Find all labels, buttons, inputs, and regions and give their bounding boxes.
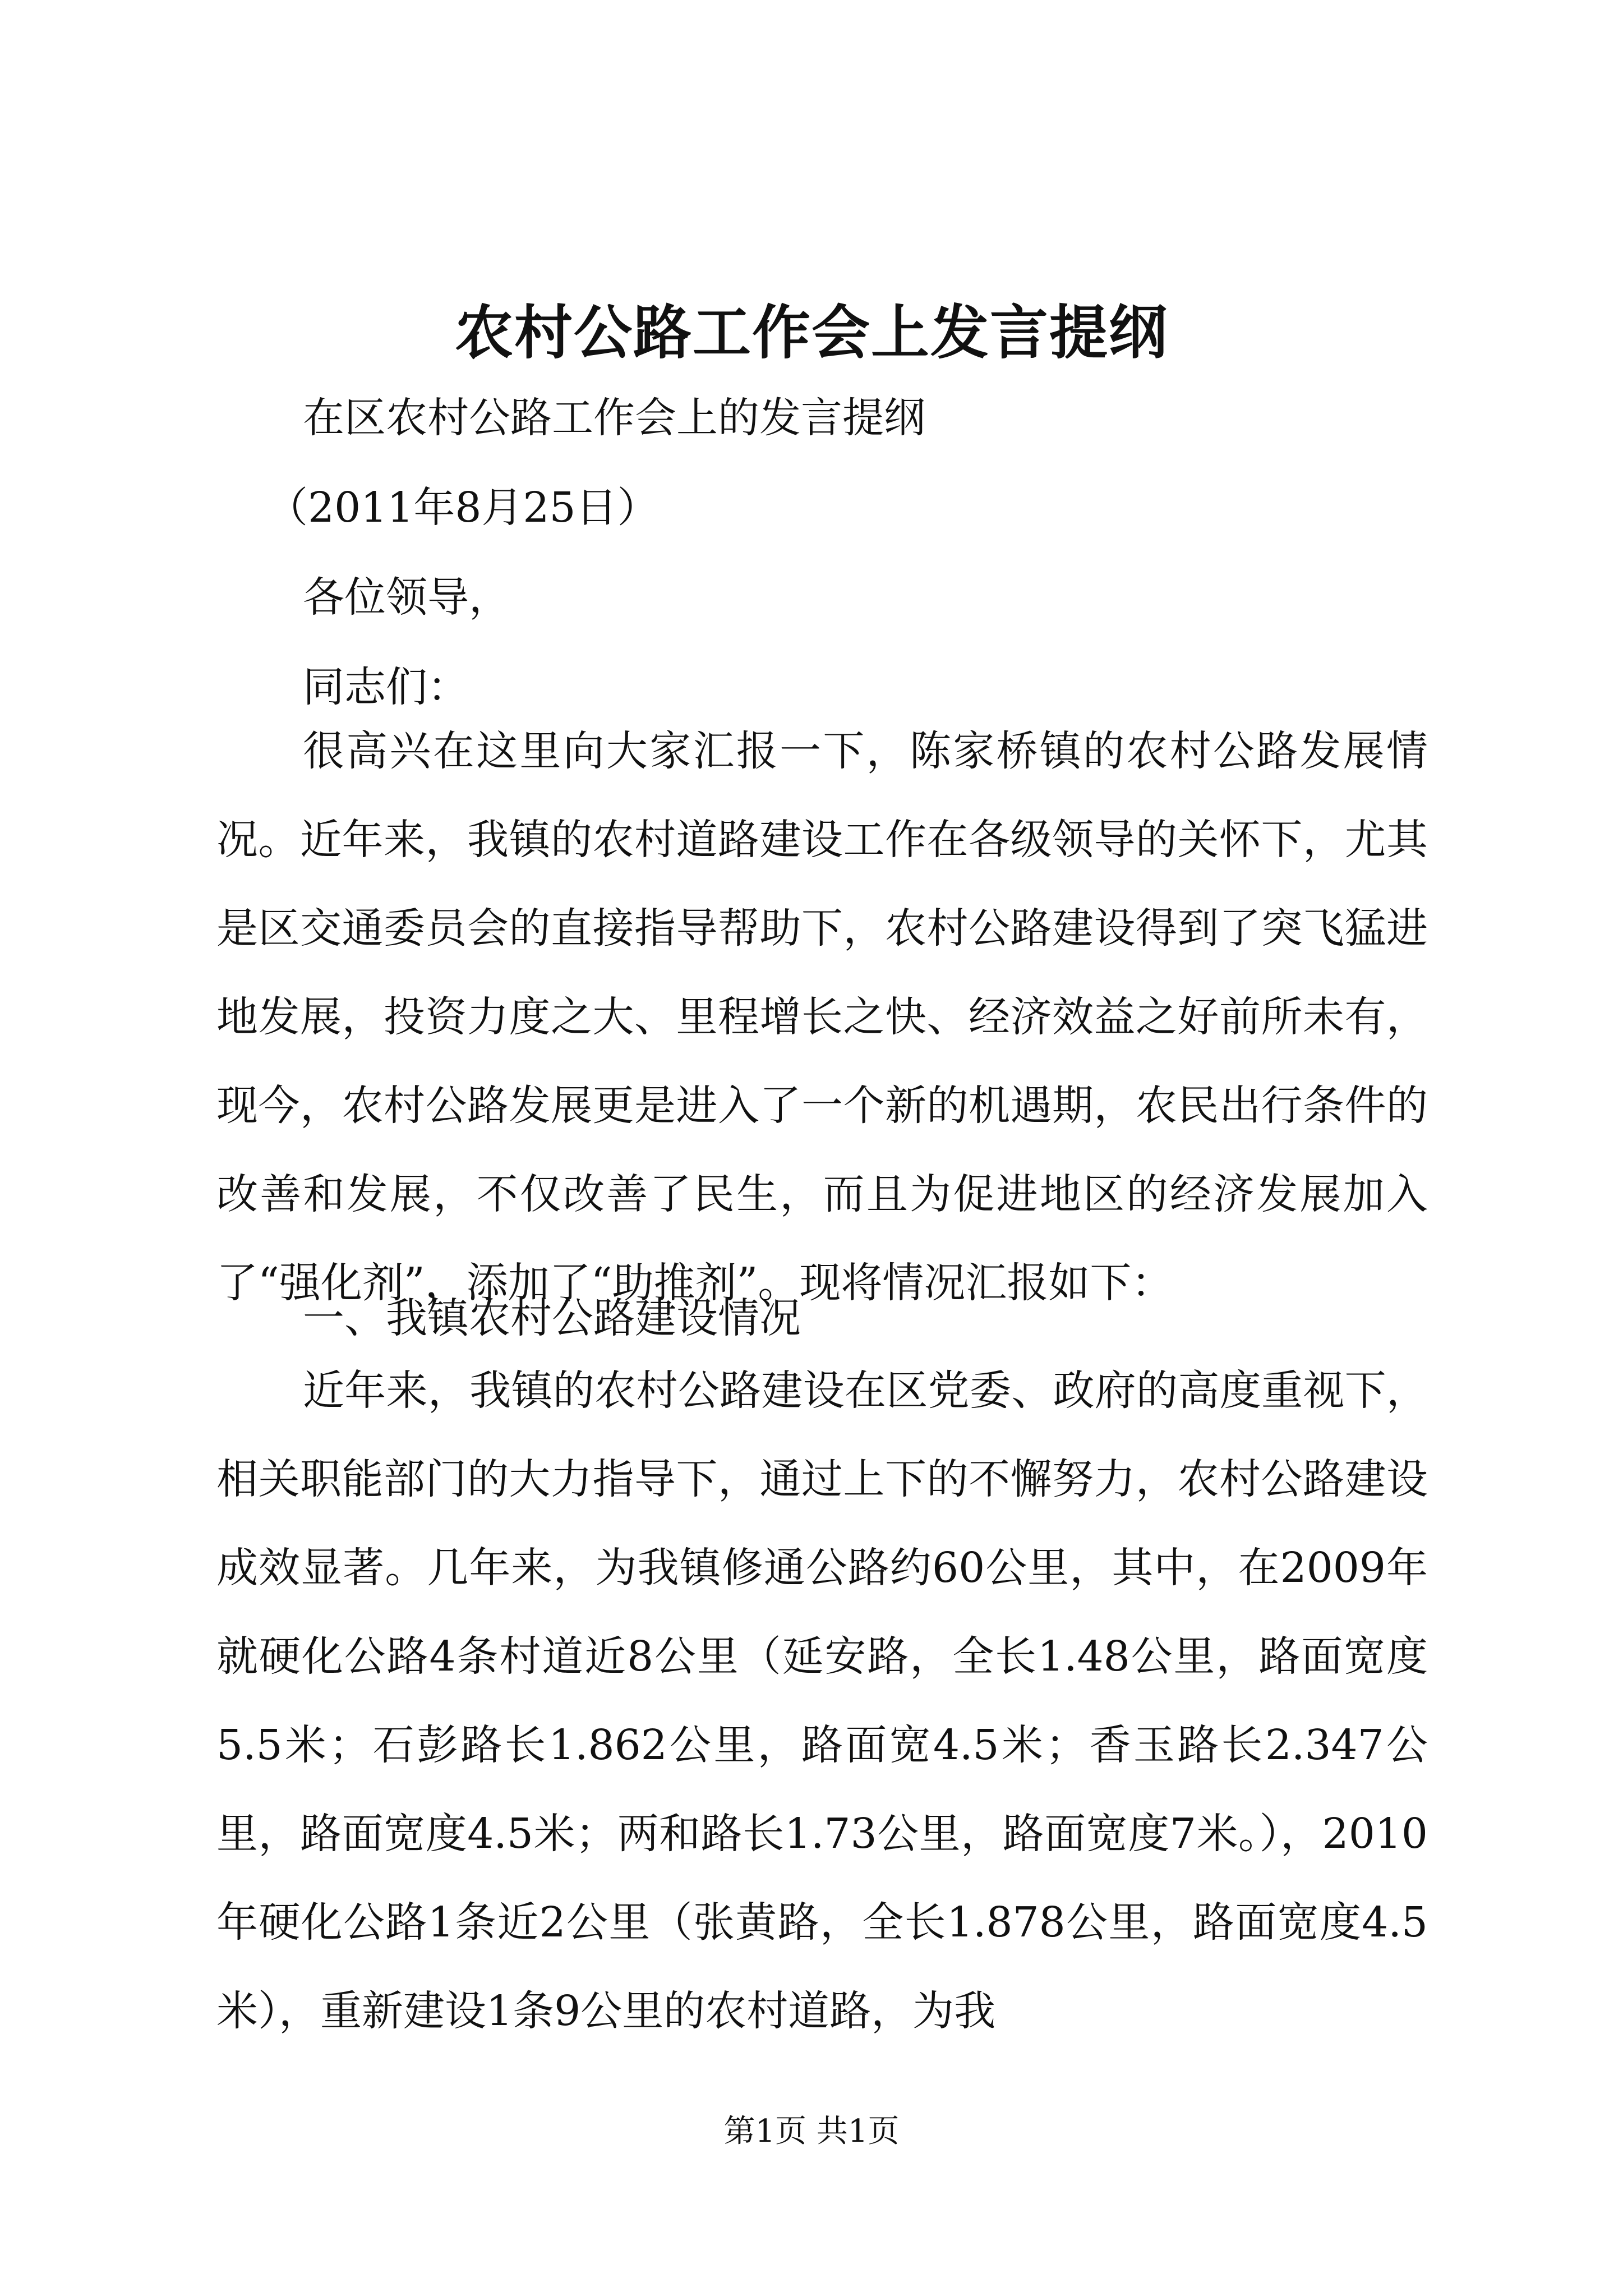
- salutation-comrades: 同志们：: [303, 663, 469, 711]
- body-paragraph-construction: 近年来，我镇的农村公路建设在区党委、政府的高度重视下，相关职能部门的大力指导下，通过上下的不懈努力，农村公路建设成效显著。几年来，为我镇修通公路约60公里，其中，在2009年就硬化公路4条村道近8公里（延安路，全长1.48公里，路面宽度5.5米；石彭路长1.862公里，路面宽4.5米；香玉路长2.347公里，路面宽度4.5米；两和路长1.73公里，路面宽度7米。），2010年硬化公路1条近2公里（张黄路，全长1.878公里，路面宽度4.5米），重新建设1条9公里的农村道路，为我: [216, 1366, 1428, 2035]
- body-paragraph-intro: 很高兴在这里向大家汇报一下，陈家桥镇的农村公路发展情况。近年来，我镇的农村道路建设工作在各级领导的关怀下，尤其是区交通委员会的直接指导帮助下，农村公路建设得到了突飞猛进地发展，投资力度之大、里程增长之快、经济效益之好前所未有，现今，农村公路发展更是进入了一个新的机遇期，农民出行条件的改善和发展，不仅改善了民生，而且为促进地区的经济发展加入了“强化剂”，添加了“助推剂”。现将情况汇报如下：: [216, 727, 1428, 1307]
- document-subtitle: 在区农村公路工作会上的发言提纲: [303, 394, 925, 442]
- salutation-leaders: 各位领导，: [303, 573, 510, 622]
- document-title: 农村公路工作会上发言提纲: [454, 298, 1168, 367]
- page-number-footer: 第1页 共1页: [723, 2113, 900, 2150]
- section-heading: 一、我镇农村公路建设情况: [303, 1294, 801, 1342]
- document-date: （2011年8月25日）: [266, 484, 659, 532]
